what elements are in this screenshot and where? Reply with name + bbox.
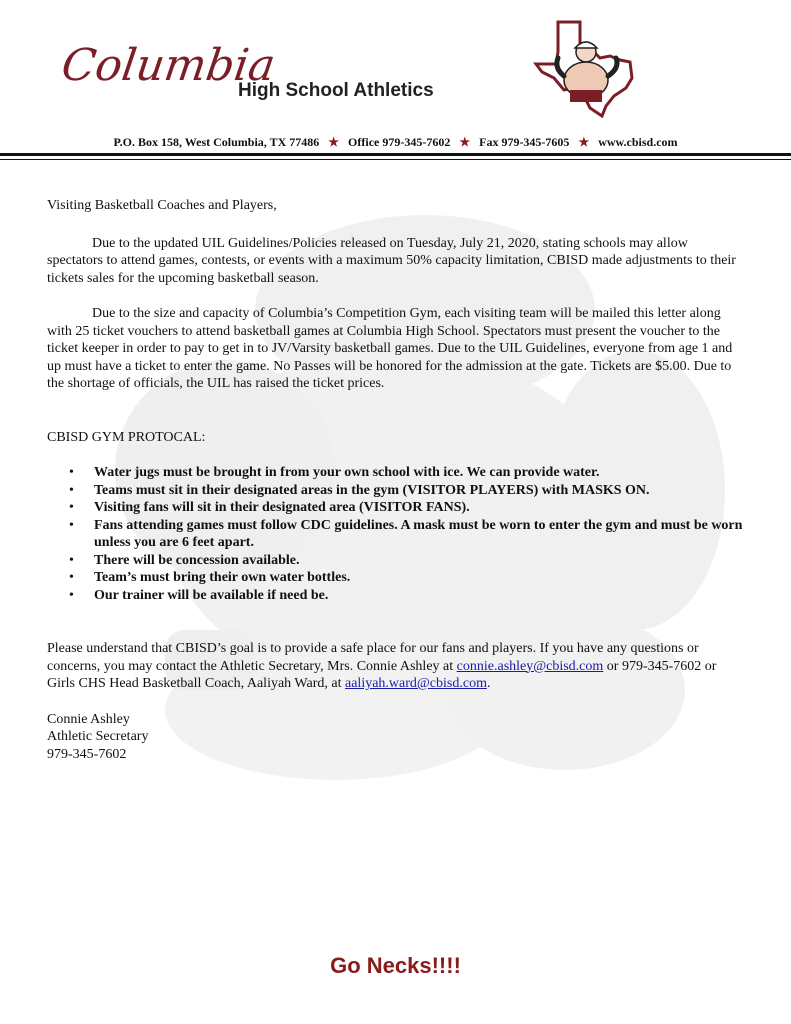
protocol-item — [47, 517, 747, 552]
bullet-icon: • — [69, 517, 74, 533]
brand-subtitle: High School Athletics — [238, 80, 434, 101]
protocol-item — [47, 499, 747, 517]
letter-body — [47, 197, 747, 763]
protocol-item-text: Our trainer will be available if need be. — [94, 587, 329, 603]
email-link-connie[interactable]: connie.ashley@cbisd.com — [456, 658, 604, 674]
footer-slogan: Go Necks!!!! — [330, 953, 461, 978]
bullet-icon: • — [69, 552, 74, 568]
star-icon: ★ — [328, 135, 340, 149]
protocol-item — [47, 569, 747, 587]
protocol-list — [47, 464, 747, 604]
star-icon: ★ — [459, 135, 471, 149]
protocol-item-text: Teams must sit in their designated areas in the gym (VISITOR PLAYERS) with MASKS ON. — [94, 482, 650, 498]
closing-text: Please understand that CBISD’s goal is to provide a safe place for our fans and players. If you have any questions or concerns, you may contact the Athletic Secretary, Mrs. Connie Ashley at — [47, 641, 699, 674]
texas-mascot-logo — [528, 18, 638, 118]
paragraph-uil-guidelines: Due to the updated UIL Guidelines/Policies released on Tuesday, July 21, 2020, stating schools may allow spectators to attend games, contests, or events with a maximum 50% capacity limitation, CBISD made adjustments to their tickets sales for the upcoming basketball season. — [47, 235, 736, 286]
protocol-item — [47, 464, 747, 482]
signature-title: Athletic Secretary — [47, 729, 149, 744]
bullet-icon: • — [69, 587, 74, 603]
protocol-item-text: Fans attending games must follow CDC guidelines. A mask must be worn to enter the gym and must be worn unless you are 6 feet apart. — [94, 517, 743, 550]
website: www.cbisd.com — [598, 135, 678, 149]
closing-paragraph — [47, 640, 747, 693]
closing-text: or 979-345-7602 or Girls CHS Head Basketball Coach, Aaliyah Ward, at — [47, 658, 717, 691]
bullet-icon: • — [69, 482, 74, 498]
signature-phone: 979-345-7602 — [47, 746, 127, 762]
signature-name: Connie Ashley — [47, 711, 130, 727]
paragraph-ticket-vouchers: Due to the size and capacity of Columbia’s Competition Gym, each visiting team will be mailed this letter along with 25 ticket vouchers to attend basketball games at Columbia High School. Spectators must present the voucher to the ticket keeper in order to pay to get in to JV/Varsity basketball games. Due to the UIL Guidelines, everyone from age 1 and up must have a ticket to enter the game. No Passes will be honored for the admission at the gate. Tickets are $5.00. Due to the shortage of officials, the UIL has raised the ticket prices. — [47, 306, 733, 391]
protocol-item-text: Water jugs must be brought in from your own school with ice. We can provide water. — [94, 465, 600, 480]
office-phone: Office 979-345-7602 — [348, 135, 451, 149]
letterhead — [0, 0, 791, 165]
greeting: Visiting Basketball Coaches and Players, — [47, 198, 277, 213]
bullet-icon: • — [69, 500, 74, 515]
address-line — [0, 135, 791, 150]
bullet-icon: • — [69, 465, 74, 480]
bullet-icon: • — [69, 570, 74, 585]
star-icon: ★ — [578, 135, 590, 149]
protocol-heading: CBISD GYM PROTOCAL: — [47, 429, 206, 445]
email-link-aaliyah[interactable]: aaliyah.ward@cbisd.com — [345, 676, 487, 691]
protocol-item — [47, 587, 747, 605]
protocol-item-text: Team’s must bring their own water bottles. — [94, 570, 351, 585]
protocol-item — [47, 482, 747, 500]
closing-text: . — [486, 676, 491, 691]
protocol-item-text: There will be concession available. — [94, 552, 300, 568]
protocol-item-text: Visiting fans will sit in their designated area (VISITOR FANS). — [94, 500, 470, 515]
postal-address: P.O. Box 158, West Columbia, TX 77486 — [113, 135, 320, 149]
brand-script-logo: Columbia — [58, 40, 279, 91]
header-rule-thin — [0, 159, 791, 160]
fax-number: Fax 979-345-7605 — [479, 135, 570, 149]
header-rule-thick — [0, 153, 791, 156]
protocol-item — [47, 552, 747, 570]
